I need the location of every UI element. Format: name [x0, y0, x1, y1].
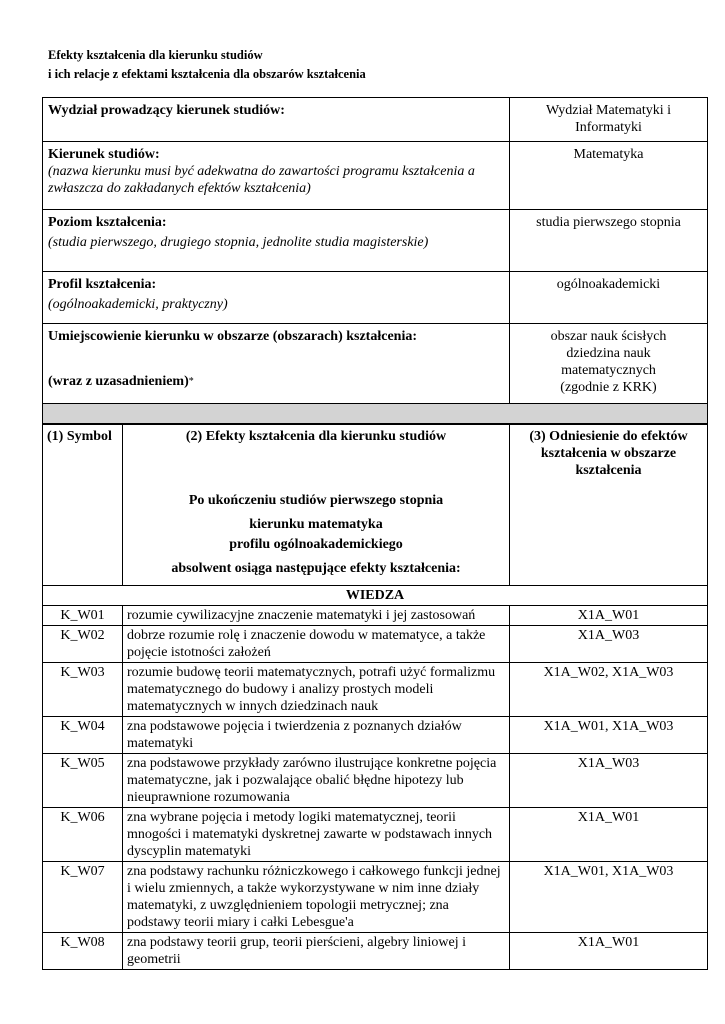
level-label: Poziom kształcenia:	[48, 215, 167, 230]
effects-header-row	[43, 424, 708, 586]
row-symbol: K_W08	[43, 933, 123, 970]
row-symbol: K_W06	[43, 808, 123, 862]
area-row	[43, 324, 708, 404]
header-effects-cell	[123, 424, 510, 586]
field-row	[43, 142, 708, 210]
row-symbol: K_W07	[43, 862, 123, 933]
faculty-label-cell	[43, 98, 510, 142]
row-text: rozumie cywilizacyjne znaczenie matematyki i jej zastosowań	[123, 606, 510, 626]
faculty-label: Wydział prowadzący kierunek studiów:	[48, 103, 285, 118]
table-row	[43, 606, 708, 626]
header-effects: (2) Efekty kształcenia dla kierunku studiów	[185, 429, 447, 444]
row-reference: X1A_W01, X1A_W03	[510, 717, 708, 754]
separator-cell	[43, 404, 708, 425]
area-value-line-1: obszar nauk ścisłych	[550, 329, 667, 344]
area-label-cell	[43, 324, 510, 404]
row-symbol: K_W05	[43, 754, 123, 808]
area-value-line-2: dziedzina nauk	[566, 346, 651, 361]
table-row	[43, 754, 708, 808]
row-text: zna podstawowe pojęcia i twierdzenia z poznanych działów matematyki	[123, 717, 510, 754]
row-reference: X1A_W03	[510, 626, 708, 663]
area-value-line-4: (zgodnie z KRK)	[560, 380, 657, 395]
row-reference: X1A_W01, X1A_W03	[510, 862, 708, 933]
row-symbol: K_W03	[43, 663, 123, 717]
info-table	[42, 97, 708, 425]
row-reference: X1A_W03	[510, 754, 708, 808]
row-text: zna podstawowe przykłady zarówno ilustrujące konkretne pojęcia matematyczne, jak i pozwalające obalić błędne hipotezy lub nieuprawnione rozumowania	[123, 754, 510, 808]
level-label-cell	[43, 210, 510, 272]
row-text: zna wybrane pojęcia i metody logiki matematycznej, teorii mnogości i matematyki dyskretnej zawarte w podstawach innych dyscyplin matematyki	[123, 808, 510, 862]
row-text: dobrze rozumie rolę i znaczenie dowodu w matematyce, a także pojęcie istotności założeń	[123, 626, 510, 663]
document-title-line-1: Efekty kształcenia dla kierunku studiów	[48, 48, 263, 62]
row-symbol: K_W01	[43, 606, 123, 626]
row-text: zna podstawy rachunku różniczkowego i całkowego funkcji jednej i wielu zmiennych, a także wykorzystywane w nim inne działy matematyki, z uwzględnieniem topologii metrycznej; zna podstawy teorii miary i całki Lebesgue'a	[123, 862, 510, 933]
field-note: (nazwa kierunku musi być adekwatna do zawartości programu kształcenia a zwłaszcza do zakładanych efektów kształcenia)	[48, 164, 475, 196]
table-row	[43, 862, 708, 933]
faculty-value: Wydział Matematyki i Informatyki	[510, 98, 708, 142]
intro-line-1: Po ukończeniu studiów pierwszego stopnia	[188, 493, 444, 508]
level-value: studia pierwszego stopnia	[510, 210, 708, 272]
intro-line-3: profilu ogólnoakademickiego	[229, 537, 403, 552]
area-label: Umiejscowienie kierunku w obszarze (obszarach) kształcenia:	[48, 329, 418, 344]
profile-value: ogólnoakademicki	[510, 272, 708, 324]
area-justification-line	[48, 373, 504, 390]
area-justification: (wraz z uzasadnieniem)	[48, 374, 189, 389]
row-symbol: K_W02	[43, 626, 123, 663]
intro-line-4: absolwent osiąga następujące efekty kształcenia:	[171, 561, 461, 576]
level-row	[43, 210, 708, 272]
level-note: (studia pierwszego, drugiego stopnia, jednolite studia magisterskie)	[48, 235, 429, 250]
row-reference: X1A_W01	[510, 606, 708, 626]
header-symbol: (1) Symbol	[43, 424, 123, 586]
table-row	[43, 808, 708, 862]
document-title-line-2: i ich relacje z efektami kształcenia dla obszarów kształcenia	[48, 67, 366, 81]
row-symbol: K_W04	[43, 717, 123, 754]
document-title	[48, 46, 366, 84]
field-value: Matematyka	[510, 142, 708, 210]
table-row	[43, 933, 708, 970]
separator-row	[43, 404, 708, 425]
row-reference: X1A_W01	[510, 808, 708, 862]
profile-note: (ogólnoakademicki, praktyczny)	[48, 297, 228, 312]
section-title: WIEDZA	[43, 586, 708, 606]
section-row	[43, 586, 708, 606]
row-reference: X1A_W02, X1A_W03	[510, 663, 708, 717]
table-row	[43, 717, 708, 754]
intro-line-2: kierunku matematyka	[249, 517, 383, 532]
field-label-cell	[43, 142, 510, 210]
table-row	[43, 663, 708, 717]
effects-table	[42, 423, 708, 970]
row-text: zna podstawy teorii grup, teorii pierścieni, algebry liniowej i geometrii	[123, 933, 510, 970]
faculty-row	[43, 98, 708, 142]
header-reference: (3) Odniesienie do efektów kształcenia w obszarze kształcenia	[510, 424, 708, 586]
row-text: rozumie budowę teorii matematycznych, potrafi użyć formalizmu matematycznego do budowy i analizy prostych modeli matematycznych w innych dziedzinach nauk	[123, 663, 510, 717]
table-row	[43, 626, 708, 663]
footnote-star: *	[188, 376, 194, 387]
profile-label: Profil kształcenia:	[48, 277, 157, 292]
profile-row	[43, 272, 708, 324]
area-value	[510, 324, 708, 404]
area-value-line-3: matematycznych	[561, 363, 656, 378]
field-label: Kierunek studiów:	[48, 147, 160, 162]
row-reference: X1A_W01	[510, 933, 708, 970]
profile-label-cell	[43, 272, 510, 324]
